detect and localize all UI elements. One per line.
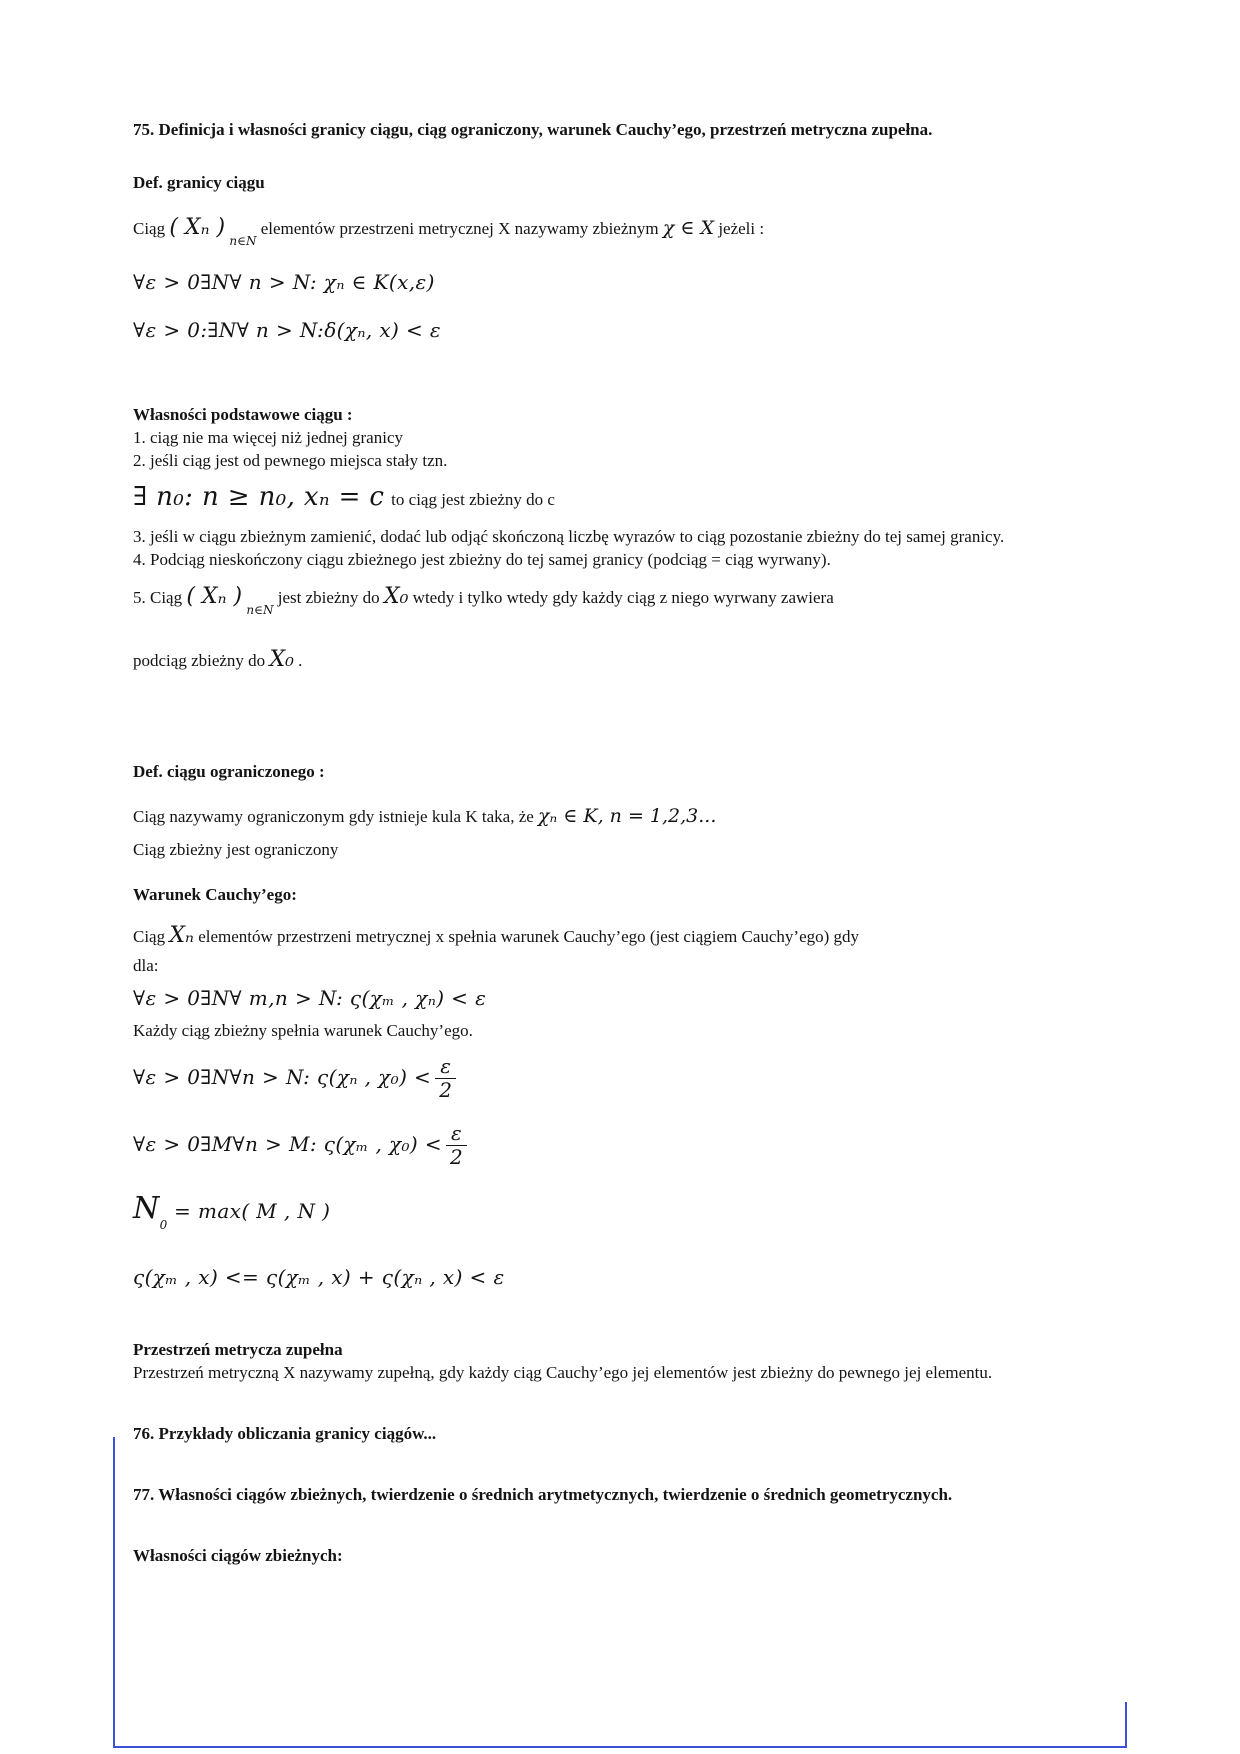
heading-def-granicy: Def. granicy ciągu	[133, 173, 265, 192]
table-border-right	[1125, 1702, 1127, 1748]
item-1: 1. ciąg nie ma więcej niż jednej granicy	[133, 428, 403, 447]
text-run: jeżeli :	[718, 219, 765, 238]
item-2: 2. jeśli ciąg jest od pewnego miejsca stały tzn.	[133, 451, 448, 470]
text-run: podciąg zbieżny do	[133, 651, 266, 670]
math-xn-seq: ( Xₙ )	[169, 215, 226, 240]
formula-cauchy-condition: ∀ε > 0∃N∀ m,n > N: ς(χₘ , χₙ) < ε	[133, 986, 487, 1010]
heading-77: 77. Własności ciągów zbieżnych, twierdzenie o średnich arytmetycznych, twierdzenie o średnich geometrycznych.	[133, 1485, 953, 1504]
formula-eps-half-m	[133, 1123, 1118, 1168]
math-run: = max( M , N )	[167, 1199, 331, 1223]
fraction-denominator: 2	[439, 1078, 453, 1102]
math-run: ∀ε > 0∃M∀n > M: ς(χₘ , χ₀) <	[133, 1132, 443, 1156]
item-5-cont	[133, 648, 1118, 672]
heading-warunek-cauchyego: Warunek Cauchy’ego:	[133, 885, 297, 904]
para-ciag-intro	[133, 216, 1118, 253]
para-ograniczony	[133, 805, 1118, 828]
text-run: 5. Ciąg	[133, 588, 183, 607]
text-run: Ciąg	[133, 927, 166, 946]
item-3: 3. jeśli w ciągu zbieżnym zamienić, dodać lub odjąć skończoną liczbę wyrazów to ciąg pozostanie zbieżny do tej samej granicy.	[133, 527, 1005, 546]
table-border-left	[113, 1437, 115, 1748]
math-x0: X₀	[269, 647, 294, 672]
fraction-eps-2	[446, 1123, 467, 1168]
heading-def-ograniczonego: Def. ciągu ograniczonego :	[133, 762, 325, 781]
math-xn-in-K: χₙ ∈ K, n = 1,2,3...	[538, 805, 717, 827]
fraction-numerator: ε	[435, 1056, 456, 1079]
math-sub-nN: n∈N	[246, 603, 274, 617]
text-run: Ciąg nazywamy ograniczonym gdy istnieje kula K taka, że	[133, 807, 534, 826]
math-big-N: N	[133, 1191, 160, 1226]
heading-przestrzen: Przestrzeń metrycza zupełna	[133, 1340, 343, 1359]
formula-n0-max	[133, 1191, 1118, 1240]
formula-triangle-inequality: ς(χₘ , x) <= ς(χₘ , x) + ς(χₙ , x) < ε	[133, 1265, 505, 1289]
math-xn-seq: ( Xₙ )	[186, 584, 243, 609]
text-run: elementów przestrzeni metrycznej X nazywamy zbieżnym	[260, 219, 659, 238]
math-exists-n0: ∃ n₀: n ≥ n₀, xₙ = c	[133, 482, 385, 512]
heading-wlasnosci-zbieznych: Własności ciągów zbieżnych:	[133, 1546, 343, 1565]
math-xn: Xₙ	[169, 923, 194, 948]
heading-wlasnosci: Własności podstawowe ciągu :	[133, 405, 353, 424]
table-border-bottom	[113, 1746, 1127, 1748]
formula-limit-metric: ∀ε > 0:∃N∀ n > N:δ(χₙ, x) < ε	[133, 318, 442, 342]
para-cauchy	[133, 924, 1118, 948]
para-przestrzen: Przestrzeń metryczną X nazywamy zupełną, gdy każdy ciąg Cauchy’ego jej elementów jest zbieżny do pewnego jej elementu.	[133, 1363, 993, 1382]
text-run: jest zbieżny do	[277, 588, 380, 607]
formula-eps-half-n	[133, 1056, 1118, 1101]
fraction-numerator: ε	[446, 1123, 467, 1146]
math-x-in-X: χ ∈ X	[662, 217, 715, 239]
fraction-denominator: 2	[450, 1145, 464, 1169]
text-run: .	[298, 651, 303, 670]
fraction-eps-2	[435, 1056, 456, 1101]
formula-limit-ball: ∀ε > 0∃N∀ n > N: χₙ ∈ K(x,ε)	[133, 270, 435, 294]
math-sub-nN: n∈N	[229, 234, 257, 248]
text-run: elementów przestrzeni metrycznej x spełnia warunek Cauchy’ego (jest ciągiem Cauchy’ego) gdy	[198, 927, 860, 946]
heading-76: 76. Przykłady obliczania granicy ciągów...	[133, 1424, 437, 1443]
para-zbiezny-ograniczony: Ciąg zbieżny jest ograniczony	[133, 840, 339, 859]
text-run: to ciąg jest zbieżny do c	[391, 490, 555, 509]
text-run: Ciąg	[133, 219, 166, 238]
item-4: 4. Podciąg nieskończony ciągu zbieżnego jest zbieżny do tej samej granicy (podciąg = ciąg wyrwany).	[133, 550, 831, 569]
para-dla: dla:	[133, 956, 159, 975]
item-5	[133, 585, 1118, 622]
formula-constant-seq	[133, 482, 1118, 515]
math-run: ∀ε > 0∃N∀n > N: ς(χₙ , χ₀) <	[133, 1065, 432, 1089]
text-run: wtedy i tylko wtedy gdy każdy ciąg z niego wyrwany zawiera	[412, 588, 834, 607]
document-page	[133, 118, 1118, 1567]
math-sub-0: 0	[159, 1218, 168, 1232]
math-x0: X₀	[383, 584, 409, 609]
heading-75: 75. Definicja i własności granicy ciągu, ciąg ograniczony, warunek Cauchy’ego, przestrzeń metryczna zupełna.	[133, 120, 933, 139]
para-kazdy-ciag: Każdy ciąg zbieżny spełnia warunek Cauchy’ego.	[133, 1021, 473, 1040]
